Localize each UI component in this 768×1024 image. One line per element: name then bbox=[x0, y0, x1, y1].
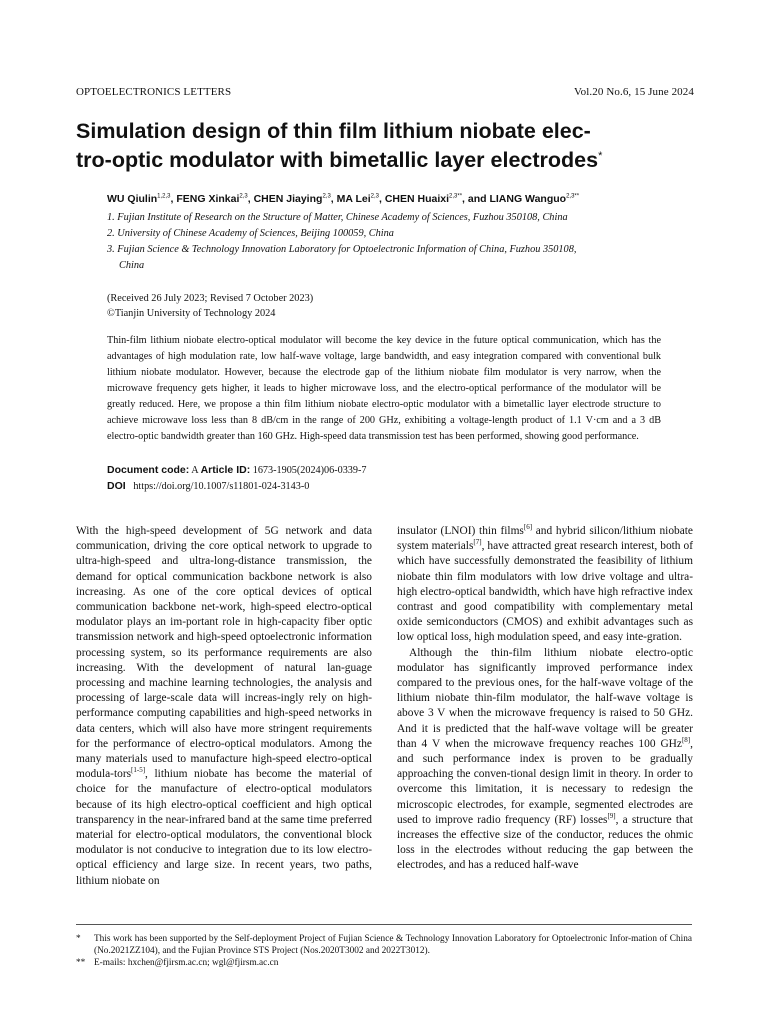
copyright: ©Tianjin University of Technology 2024 bbox=[107, 308, 276, 319]
document-code-line bbox=[107, 462, 366, 479]
issue-info: Vol.20 No.6, 15 June 2024 bbox=[574, 86, 694, 98]
author-name: LIANG Wanguo bbox=[489, 193, 567, 205]
text: , lithium niobate has become the material of choice for the manufacture of electro-optical modulators because of its high electro-optical coefficient and high optical transparency in the near-infrared band at the same time preferred material for electro-optical modulators, the conventional block modulator is not conducive to integration due to its low electro-optical efficiency and large size. In recent years, two paths, lithium niobate on bbox=[76, 768, 372, 887]
title-footnote-mark: * bbox=[598, 150, 603, 162]
author-affil: 2,3 bbox=[322, 193, 331, 200]
author-name: WU Qiulin bbox=[107, 193, 158, 205]
footnote-divider bbox=[76, 924, 692, 925]
paragraph bbox=[397, 524, 693, 646]
body-column-left bbox=[76, 524, 372, 889]
author-name: FENG Xinkai bbox=[176, 193, 240, 205]
text: , a structure that increases the effective size of the conductor, reduces the ohmic loss in the electrodes without reducing the gap between the electrodes, and has a reduced half-wave bbox=[397, 813, 693, 872]
author-list: WU Qiulin$^{1,2,3}$, FENG Xinkai$^{2,3}$, CHEN Jiaying$^{2,3}$, MA Lei$^{2,3}$, CHEN Huaixi$^{2,3**}$, and LIANG Wanguo$^{2,3**}$ bbox=[107, 193, 580, 205]
author-name: MA Lei bbox=[336, 193, 371, 205]
title-line-2: tro-optic modulator with bimetallic layer electrodes bbox=[76, 148, 599, 173]
author-affil: 2,3 bbox=[239, 193, 248, 200]
author-affil: 2,3** bbox=[449, 193, 463, 200]
footnote-funding bbox=[76, 933, 692, 957]
affiliation-1: 1. Fujian Institute of Research on the Structure of Matter, Chinese Academy of Sciences, Fuzhou 350108, China bbox=[107, 212, 568, 223]
text: With the high-speed development of 5G network and data communication, driving the core optical network to upgrade to ultra-high-speed and ultra-long-distance transmission, the demand for optical communication backbone network is also increasing. As one of the core optical devices of optical communication backbone net-work, high-speed electro-optical modulator plays an im-portant role in high-capacity fiber optic transmission network and high-speed optoelectronic information processing system, so its performance requirements are also increasing. With the development of natural lan-guage processing and machine learning technologies, the analysis and processing of large-scale data will increas-ingly rely on high-performance computing capabilities and high-speed networks in data centers, which will also have more stringent requirements for the performance of electro-optical modulators. Among the many materials used to manufacture high-speed electro-optical modula-tors bbox=[76, 525, 372, 781]
text: , have attracted great research interest, both of which have successfully demonstrated the feasibility of lithium niobate thin film modulators with low drive voltage and ultra-high electro-optical bandwidth, which have high refractive index contrast and good compatibility with complementary metal oxide semiconductors (CMOS) and exhibit advantages such as low optical loss, high modulation speed, and easy inte-gration. bbox=[397, 540, 693, 644]
body-column-right bbox=[397, 524, 693, 874]
doi-link[interactable]: https://doi.org/10.1007/s11801-024-3143-0 bbox=[133, 481, 310, 492]
footnote-text: E-mails: hxchen@fjirsm.ac.cn; wgl@fjirsm.ac.cn bbox=[94, 958, 279, 968]
author-affil: 2,3** bbox=[566, 193, 580, 200]
citation[interactable]: [9] bbox=[607, 812, 616, 821]
text: , and such performance index is proven to be gradually approaching the conven-tional design limit in theory. In order to overcome this limitation, it is necessary to redesign the microscopic electrodes, for example, segmented electrodes are used to improve radio frequency (RF) losses bbox=[397, 737, 693, 826]
text: and hybrid silicon/lithium niobate system materials bbox=[397, 525, 693, 553]
citation[interactable]: [8] bbox=[681, 736, 691, 745]
author-name: CHEN Huaixi bbox=[384, 193, 450, 205]
author-name: CHEN Jiaying bbox=[253, 193, 323, 205]
article-id-label: Article ID: bbox=[200, 464, 251, 476]
citation[interactable]: [6] bbox=[523, 523, 533, 532]
text: insulator (LNOI) thin films bbox=[397, 525, 524, 537]
article-id: 1673-1905(2024)06-0339-7 bbox=[252, 465, 367, 476]
footnote-mark: * bbox=[76, 934, 81, 944]
received-dates: (Received 26 July 2023; Revised 7 October 2023) bbox=[107, 293, 314, 304]
affiliation-3: 3. Fujian Science & Technology Innovation Laboratory for Optoelectronic Information of China, Fuzhou 350108, bbox=[107, 244, 577, 255]
author-affil: 1,2,3 bbox=[157, 193, 171, 200]
doc-code-label: Document code: bbox=[107, 464, 190, 476]
paragraph bbox=[76, 524, 372, 889]
text: Although the thin-film lithium niobate electro-optic modulator has significantly improved performance index compared to the previous ones, for the half-wave voltage of the lithium niobate thin-film modulator, the half-wave voltage is above 3 V when the microwave frequency is raised to 50 GHz. And it is predicted that the half-wave voltage will be greater than 4 V when the microwave frequency reaches 100 GHz bbox=[397, 646, 693, 750]
affiliation-3-cont: China bbox=[119, 260, 145, 271]
paragraph bbox=[397, 646, 693, 874]
doc-code: A bbox=[191, 465, 199, 476]
doi-label: DOI bbox=[107, 480, 126, 492]
citation[interactable]: [1-5] bbox=[131, 766, 146, 775]
citation[interactable]: [7] bbox=[473, 538, 482, 547]
journal-name: OPTOELECTRONICS LETTERS bbox=[76, 86, 232, 98]
doi-line bbox=[107, 478, 309, 495]
abstract: Thin-film lithium niobate electro-optical modulator will become the key device in the future optical communication, which has the advantages of high modulation rate, low half-wave voltage, large bandwidth, and easy integration compared with conventional bulk lithium niobate modulator. However, because the electrode gap of the lithium niobate film modulator is very narrow, when the microwave frequency gets higher, it leads to higher microwave loss, and the electro-optical performance of the modulator will be greatly reduced. Here, we propose a thin film lithium niobate electro-optic modulator with a bimetallic layer electrode structure to achieve microwave loss less than 8 dB/cm in the range of 200 GHz, exhibiting a voltage-length product of 1.1 V·cm and a 3 dB electro-optic bandwidth greater than 160 GHz. High-speed data transmission test has been performed, showing good performance. bbox=[107, 335, 661, 442]
page-title bbox=[76, 119, 696, 173]
footnote-mark: ** bbox=[76, 958, 86, 968]
footnote-emails bbox=[76, 957, 692, 969]
footnote-text: This work has been supported by the Self-deployment Project of Fujian Science & Technology Innovation Laboratory for Optoelectronic Infor-mation of China (No.2021ZZ104), and the Fujian Province STS Project (Nos.2020T3002 and 2022T3012). bbox=[94, 934, 692, 956]
title-line-1: Simulation design of thin film lithium niobate elec- bbox=[76, 119, 591, 143]
affiliation-2: 2. University of Chinese Academy of Sciences, Beijing 100059, China bbox=[107, 228, 394, 239]
author-affil: 2,3 bbox=[370, 193, 379, 200]
